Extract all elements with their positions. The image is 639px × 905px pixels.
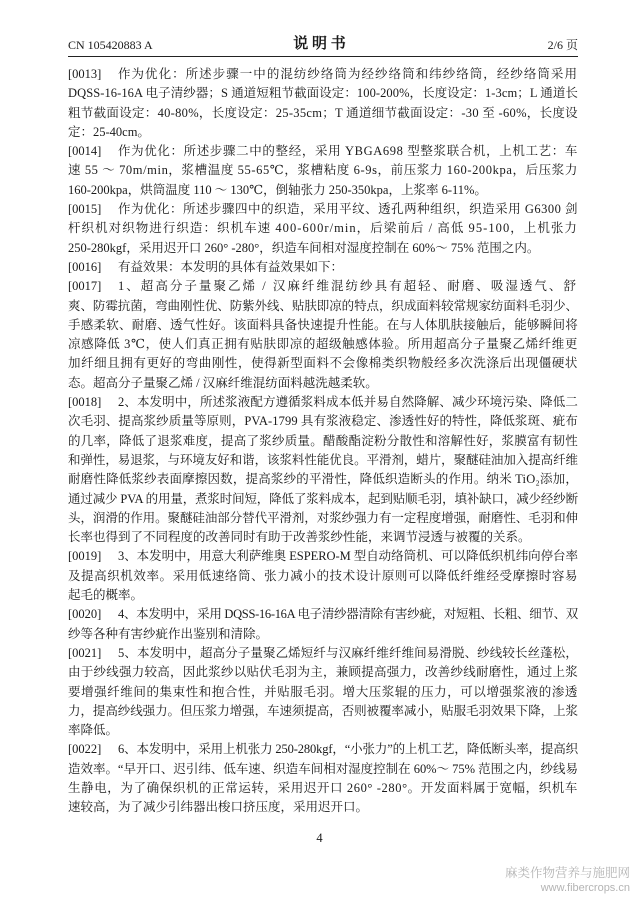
paragraph: [68, 258, 578, 277]
paragraph-line: 态。超高分子量聚乙烯 / 汉麻纤维混纺面料越洗越柔软。: [68, 375, 378, 390]
paragraph-line: 爽、防霉抗菌，弯曲刚性优、防紫外线、贴肤即凉的特点，织成面料较常规家纺面料毛羽少、: [68, 298, 579, 313]
paragraph-line: 加纤细且拥有更好的弯曲刚性，使得新型面料不会像棉类织物般经多次洗涤后出现僵硬状: [68, 356, 579, 371]
page-indicator: 2/6 页: [547, 38, 578, 52]
paragraph-number: [0019]: [68, 549, 102, 564]
paragraph-line: 有益效果：本发明的具体有益效果如下：: [118, 259, 344, 274]
paragraph-first-line: [68, 605, 578, 624]
paragraph-first-line: [68, 200, 578, 219]
paragraph-line: 头，润滑的作用。聚醚硅油部分替代平滑剂，对浆纱强力有一定程度增强，耐磨性、毛羽和伸: [68, 510, 579, 525]
publication-number: CN 105420883 A: [68, 38, 153, 52]
paragraph-line: 耐磨性降低浆纱表面摩擦因数，提高浆纱的平滑性，降低织造断头的作用。纳米 TiO₂添加，: [68, 472, 579, 487]
paragraph-line: 5、本发明中，超高分子量聚乙烯短纤与汉麻纤维纤维间易滑脱、纱线较长丝蓬松，: [118, 645, 578, 660]
paragraph-line: 4、本发明中，采用 DQSS-16-16A 电子清纱器清除有害纱疵，对短粗、长粗、细节、双: [118, 607, 578, 622]
paragraph-number: [0015]: [68, 202, 102, 217]
watermark-site-name: 麻类作物营养与施肥网: [504, 865, 630, 880]
paragraph-line: 生静电，为了确保织机的正常运转，采用迟开口 260° -280°。开发面料属于宽幅，织机车: [68, 780, 579, 795]
paragraph-line: 作为优化：所述步骤二中的整经，采用 YBGA698 型整浆联合机，上机工艺：车: [118, 144, 578, 159]
paragraph: [68, 277, 578, 393]
paragraph-number: [0014]: [68, 144, 102, 159]
paragraph-first-line: [68, 393, 578, 412]
paragraph-line: 杆织机对织物进行织造：织机车速 400-600r/min，后梁前后 / 高低 95-100，上机张力: [68, 221, 578, 236]
page-number: 4: [316, 831, 323, 845]
paragraph-line: 起毛的概率。: [68, 588, 144, 603]
paragraph-number: [0016]: [68, 259, 102, 274]
paragraph-line: 250-280kgf，采用迟开口 260° -280°，织造车间相对湿度控制在 60%～ 75% 范围之内。: [68, 240, 540, 255]
paragraph-line: 及提高织机效率。采用低速络筒、张力减小的技术设计原则可以降低纤维经受摩擦时容易: [68, 568, 579, 583]
paragraph-line: 由于纱线强力较高，因此浆纱以贴伏毛羽为主，兼顾提高强力，改善纱线耐磨性，通过上浆: [68, 665, 579, 680]
paragraph-number: [0013]: [68, 67, 102, 81]
paragraph-line: 造效率。“早开口、迟引纬、低车速、织造车间相对湿度控制在 60%～ 75% 范围之内，纱线易: [68, 761, 579, 776]
paragraph-line: 的几率，降低了退浆难度，提高了浆纱质量。醋酸酯淀粉分散性和溶解性好，浆膜富有韧性: [68, 433, 579, 448]
paragraph: [68, 740, 578, 817]
paragraph: [68, 142, 578, 200]
paragraph-first-line: [68, 65, 578, 84]
paragraph: [68, 65, 578, 142]
paragraph-first-line: [68, 277, 578, 296]
paragraph-line: 3、本发明中，用意大利萨维奥 ESPERO-M 型自动络筒机、可以降低织机纬向停台率: [118, 549, 578, 564]
paragraph-line: 率降低。: [68, 723, 119, 738]
paragraph-line: 要增强纤维间的集束性和抱合性，并贴服毛羽。增大压浆辊的压力，可以增强浆液的渗透: [68, 684, 579, 699]
paragraph-line: 手感柔软、耐磨、透气性好。该面料具备快速提升性能。在与人体肌肤接触后，能够瞬间将: [68, 317, 579, 332]
paragraph: [68, 393, 578, 547]
paragraph: [68, 605, 578, 644]
paragraph-line: 160-200kpa，烘筒温度 110 ～ 130℃，倒轴张力 250-350kpa，上浆率 6-11%。: [68, 182, 487, 197]
paragraph: [68, 644, 578, 740]
paragraph-line: 力，提高纱线强力。但压浆力增强，车速须提高，否则被覆率减小，贴服毛羽效果下降，上浆: [68, 703, 579, 718]
paragraph-line: 速较高，为了减少引纬器出梭口挤压度，采用迟开口。: [68, 800, 369, 815]
paragraph-line: 长率也得到了不同程度的改善同时有助于改善浆纱性能，来调节浸透与被覆的关系。: [68, 530, 531, 545]
document-title: 说 明 书: [293, 36, 346, 52]
paragraph-line: 通过减少 PVA 的用量，煮浆时间短，降低了浆料成本，起到贴顺毛羽，填补缺口，减少经纱断: [68, 491, 578, 506]
paragraph-line: 凉感降低 3℃，使人们真正拥有贴肤即凉的超级触感体验。所用超高分子量聚乙烯纤维更: [68, 337, 578, 352]
paragraph-first-line: [68, 644, 578, 663]
paragraph-line: 次毛羽、提高浆纱质量等原则，PVA-1799 具有浆液稳定、渗透性好的特性，降低浆斑、疵布: [68, 414, 579, 429]
watermark: [505, 864, 630, 896]
paragraph-line: 纱等各种有害纱疵作出鉴别和清除。: [68, 626, 269, 641]
paragraph-number: [0021]: [68, 645, 102, 660]
paragraph-line: 作为优化：所述步骤一中的混纺纱络筒为经纱络筒和纬纱络筒，经纱络筒采用: [118, 67, 578, 81]
paragraph-first-line: [68, 142, 578, 161]
paragraph-first-line: [68, 740, 578, 759]
paragraph-number: [0018]: [68, 395, 102, 410]
paragraph-line: 作为优化：所述步骤四中的织造，采用平纹、透孔两种组织，织造采用 G6300 剑: [118, 202, 579, 217]
paragraph-line: 速 55 ～ 70m/min，浆槽温度 55-65℃，浆槽粘度 6-9s，前压浆力 160-200kpa，后压浆力: [68, 163, 578, 178]
paragraph-line: DQSS-16-16A 电子清纱器；S 通道短粗节截面设定：100-200%，长度设定：1-3cm；L 通道长: [68, 86, 578, 101]
header-rule: [68, 56, 578, 57]
paragraph-first-line: [68, 547, 578, 566]
paragraph-line: 粗节截面设定：40-80%，长度设定：25-35cm；T 通道细节截面设定：-30 至 -60%，长度设: [68, 105, 578, 120]
document-body: [68, 65, 578, 818]
paragraph-line: 定：25-40cm。: [68, 124, 150, 139]
paragraph-line: 和弹性，易退浆，与环境友好和谐，该浆料性能优良。平滑剂，蜡片，聚醚硅油加入提高纤维: [68, 452, 579, 467]
paragraph: [68, 547, 578, 605]
watermark-url: www.fibercrops.cn: [540, 882, 630, 894]
paragraph-first-line: [68, 258, 578, 277]
paragraph-number: [0017]: [68, 279, 102, 294]
paragraph-line: 1、超高分子量聚乙烯 / 汉麻纤维混纺纱具有超轻、耐磨、吸湿透气、舒: [118, 279, 578, 294]
paragraph-line: 2、本发明中，所述浆液配方遵循浆料成本低并易自然降解、减少环境污染、降低二: [118, 395, 578, 410]
paragraph-number: [0022]: [68, 742, 102, 757]
paragraph: [68, 200, 578, 258]
paragraph-number: [0020]: [68, 607, 102, 622]
paragraph-line: 6、本发明中，采用上机张力 250-280kgf，“小张力”的上机工艺，降低断头率，提高织: [118, 742, 578, 757]
